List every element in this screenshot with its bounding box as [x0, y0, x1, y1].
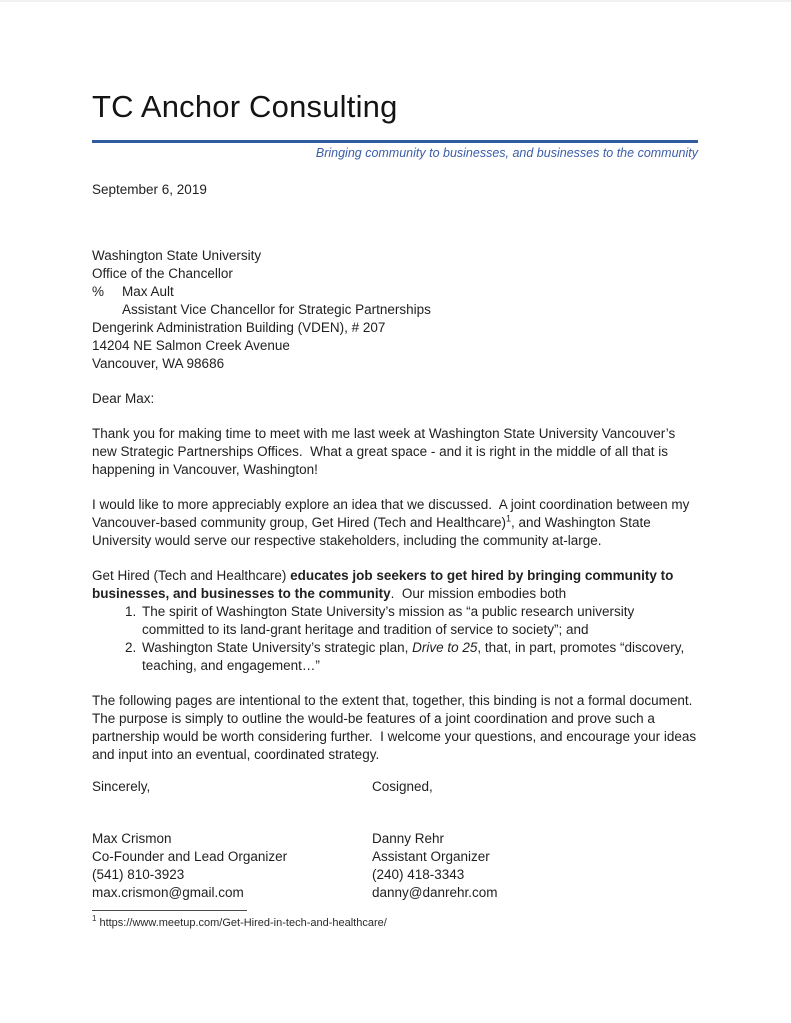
mission-list-item-1: [140, 603, 698, 639]
paragraph-thank-you: Thank you for making time to meet with me last week at Washington State University Vancouver’s new Strategic Partnerships Offices. What a great space - and it is right in the middle of all that is happening in Vancouver, Washington!: [92, 426, 680, 477]
paragraph-mission: [92, 567, 698, 603]
signer-right-name: Danny Rehr: [372, 831, 445, 846]
footnote-reference: 1: [505, 513, 511, 524]
mission-item-2-text: Washington State University’s strategic plan,: [142, 640, 413, 655]
signoff-sincerely: Sincerely,: [92, 779, 151, 794]
signer-right-title: Assistant Organizer: [372, 849, 490, 864]
recipient-org: Washington State University: [92, 248, 262, 263]
signer-left-details: [92, 830, 372, 902]
mission-item-2-italic: Drive to 25: [412, 640, 478, 655]
page-top-edge: [0, 0, 791, 2]
signature-right: [372, 778, 698, 902]
signer-left-email: max.crismon@gmail.com: [92, 885, 244, 900]
recipient-dept: Office of the Chancellor: [92, 266, 233, 281]
footnote-url: https://www.meetup.com/Get-Hired-in-tech-and-healthcare/: [99, 917, 387, 929]
signer-right-details: [372, 830, 698, 902]
care-of-symbol: %: [92, 284, 105, 299]
paragraph-mission-outro: . Our mission embodies both: [390, 586, 567, 601]
care-of-line: [92, 283, 698, 301]
footnote-marker: 1: [92, 914, 97, 924]
signer-right-email: danny@danrehr.com: [372, 885, 498, 900]
recipient-address-street: 14204 NE Salmon Creek Avenue: [92, 338, 290, 353]
recipient-address-city: Vancouver, WA 98686: [92, 356, 225, 371]
salutation: Dear Max:: [92, 391, 155, 406]
mission-item-1-text: The spirit of Washington State University’s mission as “a public research university committed to its land-grant heritage and tradition of service to society”; and: [142, 604, 635, 637]
mission-item-2-tail: , that, in part, promotes “discovery, teaching, and engagement…”: [142, 640, 685, 673]
recipient-block: [92, 247, 698, 373]
paragraph-idea: [92, 496, 698, 550]
signer-left-title: Co-Founder and Lead Organizer: [92, 849, 288, 864]
signer-left-name: Max Crismon: [92, 831, 172, 846]
company-name: TC Anchor Consulting: [92, 89, 398, 124]
paragraph-closing: The following pages are intentional to the extent that, together, this binding is not a formal document. The purpose is simply to outline the would-be features of a joint coordination and prove such a partnership would be worth considering further. I welcome your questions, and encourage your ideas and input into an eventual, coordinated strategy.: [92, 693, 700, 762]
mission-list: [92, 603, 698, 675]
letter-date: September 6, 2019: [92, 182, 207, 197]
signature-row: [92, 778, 698, 902]
paragraph-idea-text: I would like to more appreciably explore an idea that we discussed. A joint coordination between my Vancouver-based community group, Get Hired (Tech and Healthcare): [92, 497, 694, 530]
paragraph-mission-bold: educates job seekers to get hired by bringing community to businesses, and businesses to the community: [92, 568, 678, 601]
signer-left-phone: (541) 810-3923: [92, 867, 185, 882]
care-of-title: Assistant Vice Chancellor for Strategic Partnerships: [122, 302, 431, 317]
signature-left: [92, 778, 372, 902]
paragraph-mission-intro: Get Hired (Tech and Healthcare): [92, 568, 291, 583]
footnote: [92, 916, 698, 930]
signoff-cosigned: Cosigned,: [372, 779, 433, 794]
paragraph-idea-text-cont: , and Washington State University would serve our respective stakeholders, including the community at-large.: [92, 515, 655, 548]
header-divider: [92, 140, 698, 143]
recipient-address-building: Dengerink Administration Building (VDEN), # 207: [92, 320, 386, 335]
company-tagline: Bringing community to businesses, and businesses to the community: [315, 146, 698, 160]
care-of-name: Max Ault: [122, 284, 174, 299]
mission-list-item-2: [140, 639, 698, 675]
footnote-divider: [92, 910, 247, 911]
signer-right-phone: (240) 418-3343: [372, 867, 465, 882]
